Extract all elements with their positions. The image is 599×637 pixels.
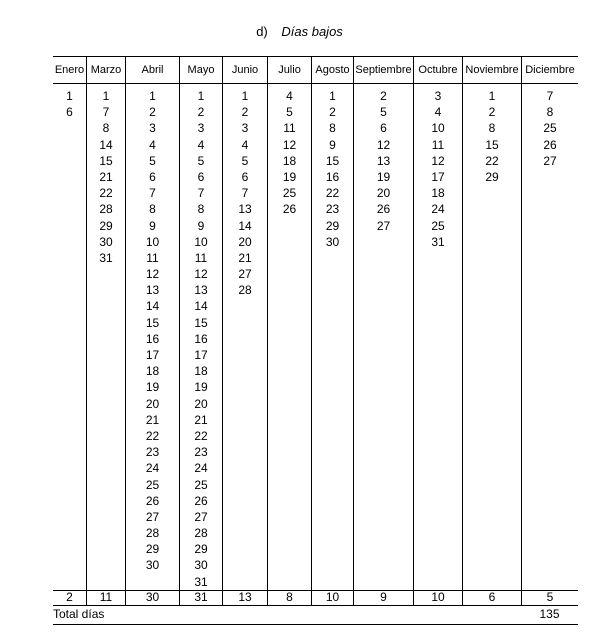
day-cell: 6 — [197, 169, 205, 184]
day-cell: 28 — [194, 526, 208, 541]
day-cell: 7 — [197, 186, 205, 201]
day-cell: 13 — [238, 202, 252, 217]
title-letter: d) — [256, 24, 268, 39]
day-cell: 5 — [241, 153, 249, 168]
days-table — [53, 56, 578, 591]
day-cell: 31 — [99, 250, 113, 265]
day-cell: 9 — [329, 137, 336, 152]
day-cell: 21 — [99, 169, 113, 184]
month-total-cell: 10 — [311, 590, 353, 605]
day-cell: 18 — [431, 186, 445, 201]
month-total-cell: 8 — [267, 590, 311, 605]
day-cell: 15 — [325, 153, 340, 168]
day-list — [414, 84, 462, 250]
day-cell: 21 — [194, 412, 208, 427]
day-cell: 12 — [194, 267, 208, 282]
day-cell: 4 — [286, 89, 293, 103]
column-3 — [179, 57, 222, 590]
day-cell: 8 — [488, 121, 496, 136]
day-cell: 26 — [543, 137, 557, 152]
day-cell: 12 — [145, 267, 160, 282]
day-cell: 19 — [376, 169, 391, 184]
day-cell: 16 — [194, 331, 208, 346]
day-cell: 24 — [194, 461, 208, 476]
day-cell: 29 — [194, 542, 208, 557]
day-cell: 3 — [197, 121, 205, 136]
day-cell: 26 — [194, 493, 208, 508]
day-cell: 23 — [194, 445, 208, 460]
day-cell: 18 — [145, 364, 160, 379]
day-cell: 23 — [145, 445, 160, 460]
day-cell: 19 — [194, 380, 208, 395]
title-name: Días bajos — [281, 24, 343, 39]
column-7 — [353, 57, 413, 590]
day-cell: 23 — [325, 202, 340, 217]
day-cell: 7 — [102, 105, 110, 120]
day-list — [354, 84, 413, 234]
day-cell: 9 — [197, 218, 205, 233]
month-total-cell: 31 — [179, 590, 222, 605]
day-cell: 2 — [241, 105, 249, 120]
total-value: 135 — [539, 607, 560, 621]
day-cell: 12 — [282, 137, 297, 152]
month-total-cell: 2 — [66, 590, 73, 604]
day-cell: 24 — [145, 461, 160, 476]
day-cell: 21 — [238, 250, 252, 265]
day-cell: 28 — [99, 202, 113, 217]
day-cell: 8 — [197, 202, 205, 217]
month-total-cell: 6 — [462, 590, 521, 605]
month-header: Mayo — [180, 57, 222, 84]
day-cell: 1 — [488, 89, 496, 103]
day-cell: 11 — [146, 250, 159, 265]
month-totals-row — [53, 590, 578, 606]
day-cell: 8 — [329, 121, 336, 136]
day-cell: 20 — [376, 186, 391, 201]
day-cell: 11 — [283, 121, 296, 136]
column-5 — [267, 57, 311, 590]
day-cell: 30 — [99, 234, 113, 249]
month-header: Octubre — [414, 57, 462, 84]
column-8 — [413, 57, 462, 590]
column-9 — [462, 57, 521, 590]
day-cell: 26 — [376, 202, 391, 217]
day-cell: 25 — [145, 477, 160, 492]
day-cell: 3 — [241, 121, 249, 136]
month-header: Enero — [53, 57, 86, 84]
month-header: Julio — [268, 57, 311, 84]
day-cell: 13 — [194, 283, 208, 298]
day-cell: 4 — [434, 105, 442, 120]
month-header: Noviembre — [463, 57, 521, 84]
day-cell: 27 — [238, 267, 252, 282]
day-cell: 22 — [194, 428, 208, 443]
day-cell: 10 — [431, 121, 445, 136]
day-cell: 28 — [238, 283, 252, 298]
month-total-cell: 9 — [353, 590, 413, 605]
day-cell: 14 — [238, 218, 252, 233]
day-cell: 8 — [546, 105, 554, 120]
day-cell: 30 — [194, 558, 208, 573]
day-cell: 1 — [329, 89, 336, 103]
day-cell: 31 — [194, 574, 208, 589]
day-cell: 2 — [329, 105, 336, 120]
day-cell: 3 — [434, 89, 442, 103]
day-list — [53, 84, 86, 120]
month-total-cell: 13 — [222, 590, 267, 605]
column-2 — [125, 57, 179, 590]
day-cell: 6 — [66, 105, 73, 120]
column-10 — [521, 57, 578, 590]
day-cell: 1 — [241, 89, 249, 103]
day-cell: 25 — [543, 121, 557, 136]
month-total-cell: 5 — [521, 590, 578, 605]
day-cell: 10 — [194, 234, 208, 249]
day-cell: 15 — [99, 153, 113, 168]
day-cell: 17 — [431, 169, 445, 184]
day-cell: 6 — [149, 169, 156, 184]
day-cell: 19 — [145, 380, 160, 395]
day-cell: 17 — [145, 348, 160, 362]
month-header: Junio — [223, 57, 267, 84]
day-cell: 18 — [282, 153, 297, 168]
column-6 — [311, 57, 353, 590]
day-cell: 7 — [546, 89, 554, 103]
day-cell: 11 — [431, 137, 445, 152]
day-cell: 15 — [145, 315, 160, 330]
month-header: Marzo — [87, 57, 125, 84]
day-cell: 1 — [197, 89, 205, 103]
day-cell: 4 — [197, 137, 205, 152]
day-cell: 14 — [99, 137, 113, 152]
day-cell: 26 — [282, 202, 297, 217]
day-cell: 3 — [149, 121, 156, 136]
day-cell: 9 — [149, 218, 156, 233]
total-label: Total días — [53, 607, 105, 621]
day-list — [87, 84, 125, 266]
day-cell: 20 — [238, 234, 252, 249]
day-cell: 11 — [194, 250, 208, 265]
column-4 — [222, 57, 267, 590]
day-cell: 16 — [145, 331, 160, 346]
day-cell: 27 — [376, 218, 391, 233]
day-cell: 7 — [241, 186, 249, 201]
day-cell: 5 — [149, 153, 156, 168]
day-cell: 1 — [102, 89, 110, 103]
day-cell: 21 — [145, 412, 160, 427]
day-list — [312, 84, 353, 250]
day-cell: 18 — [194, 364, 208, 379]
day-cell: 7 — [149, 186, 156, 201]
day-cell: 2 — [380, 89, 387, 103]
day-cell: 2 — [149, 105, 156, 120]
day-cell: 13 — [145, 283, 160, 298]
column-1 — [86, 57, 125, 590]
day-cell: 30 — [325, 234, 340, 249]
month-header: Septiembre — [354, 57, 413, 84]
day-cell: 2 — [488, 105, 496, 120]
day-cell: 15 — [194, 315, 208, 330]
day-cell: 5 — [380, 105, 387, 120]
day-list — [463, 84, 521, 185]
day-cell: 14 — [194, 299, 208, 314]
day-cell: 22 — [99, 186, 113, 201]
day-cell: 29 — [485, 169, 499, 184]
month-total-cell: 11 — [86, 590, 125, 605]
day-cell: 25 — [282, 186, 297, 201]
day-cell: 8 — [149, 202, 156, 217]
day-cell: 28 — [145, 526, 160, 541]
table-title — [0, 24, 599, 39]
day-cell: 27 — [194, 509, 208, 524]
month-total-cell: 10 — [413, 590, 462, 605]
day-cell: 10 — [145, 234, 160, 249]
day-cell: 5 — [286, 105, 293, 120]
day-list — [180, 84, 222, 590]
day-cell: 15 — [485, 137, 499, 152]
day-list — [522, 84, 578, 169]
day-cell: 12 — [431, 153, 445, 168]
day-cell: 6 — [380, 121, 387, 136]
day-cell: 16 — [325, 169, 340, 184]
day-cell: 27 — [145, 509, 160, 524]
day-cell: 29 — [99, 218, 113, 233]
day-cell: 20 — [145, 396, 160, 411]
day-cell: 17 — [194, 348, 208, 362]
day-cell: 24 — [431, 202, 445, 217]
day-cell: 8 — [102, 121, 110, 136]
day-cell: 29 — [325, 218, 340, 233]
grand-total-row — [53, 606, 578, 625]
day-cell: 22 — [145, 428, 160, 443]
day-cell: 12 — [376, 137, 391, 152]
column-0 — [53, 57, 86, 590]
day-cell: 30 — [145, 558, 160, 573]
day-cell: 2 — [197, 105, 205, 120]
month-header: Diciembre — [522, 57, 578, 84]
month-total-cell: 30 — [125, 590, 179, 605]
day-cell: 6 — [241, 169, 249, 184]
day-list — [268, 84, 311, 218]
day-cell: 25 — [194, 477, 208, 492]
day-list — [223, 84, 267, 298]
day-cell: 22 — [325, 186, 340, 201]
day-cell: 29 — [145, 542, 160, 557]
day-cell: 19 — [282, 169, 297, 184]
day-list — [126, 84, 179, 574]
day-cell: 1 — [66, 89, 73, 103]
day-cell: 13 — [376, 153, 391, 168]
day-cell: 1 — [149, 89, 156, 103]
day-cell: 22 — [485, 153, 499, 168]
month-header: Abril — [126, 57, 179, 84]
day-cell: 31 — [431, 234, 445, 249]
day-cell: 25 — [431, 218, 445, 233]
day-cell: 20 — [194, 396, 208, 411]
day-cell: 4 — [241, 137, 249, 152]
day-cell: 27 — [543, 153, 557, 168]
day-cell: 14 — [145, 299, 160, 314]
day-cell: 4 — [149, 137, 156, 152]
day-cell: 5 — [197, 153, 205, 168]
day-cell: 26 — [145, 493, 160, 508]
month-header: Agosto — [312, 57, 353, 84]
